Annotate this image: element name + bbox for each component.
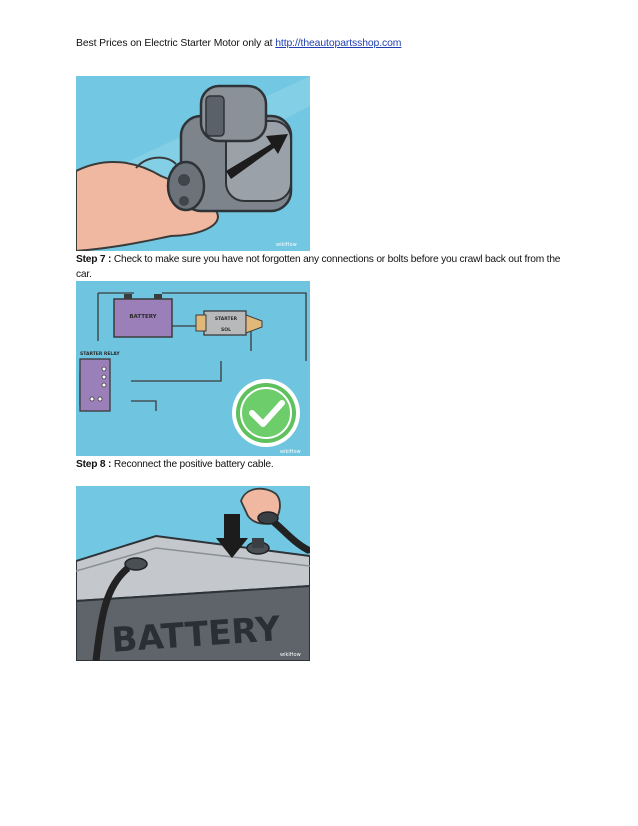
- starter-label: STARTER: [214, 317, 238, 322]
- battery-label: BATTERY: [129, 314, 157, 320]
- step-7-text: Check to make sure you have not forgotten any connections or bolts before you crawl back out from the car.: [76, 254, 561, 280]
- page-header: [76, 38, 401, 49]
- shop-link[interactable]: http://theautopartsshop.com: [275, 38, 402, 49]
- step-8-label: Step 8 :: [76, 459, 112, 470]
- watermark-1: wikiHow: [276, 242, 297, 248]
- sol-label: SOL: [221, 328, 231, 333]
- relay-label: STARTER RELAY: [80, 352, 120, 357]
- step-7-label: Step 7 :: [76, 254, 112, 265]
- battery-cable-illustration: [76, 486, 310, 661]
- step-8-text: Reconnect the positive battery cable.: [111, 459, 274, 470]
- header-text: Best Prices on Electric Starter Motor only at: [76, 38, 276, 49]
- battery-text: BATTERY: [110, 609, 282, 661]
- step-8: [76, 457, 566, 472]
- watermark-3: wikiHow: [280, 652, 301, 658]
- starter-motor-illustration: [76, 76, 310, 251]
- wiring-diagram-illustration: [76, 281, 310, 456]
- step-7: [76, 252, 566, 282]
- watermark-2: wikiHow: [280, 449, 301, 455]
